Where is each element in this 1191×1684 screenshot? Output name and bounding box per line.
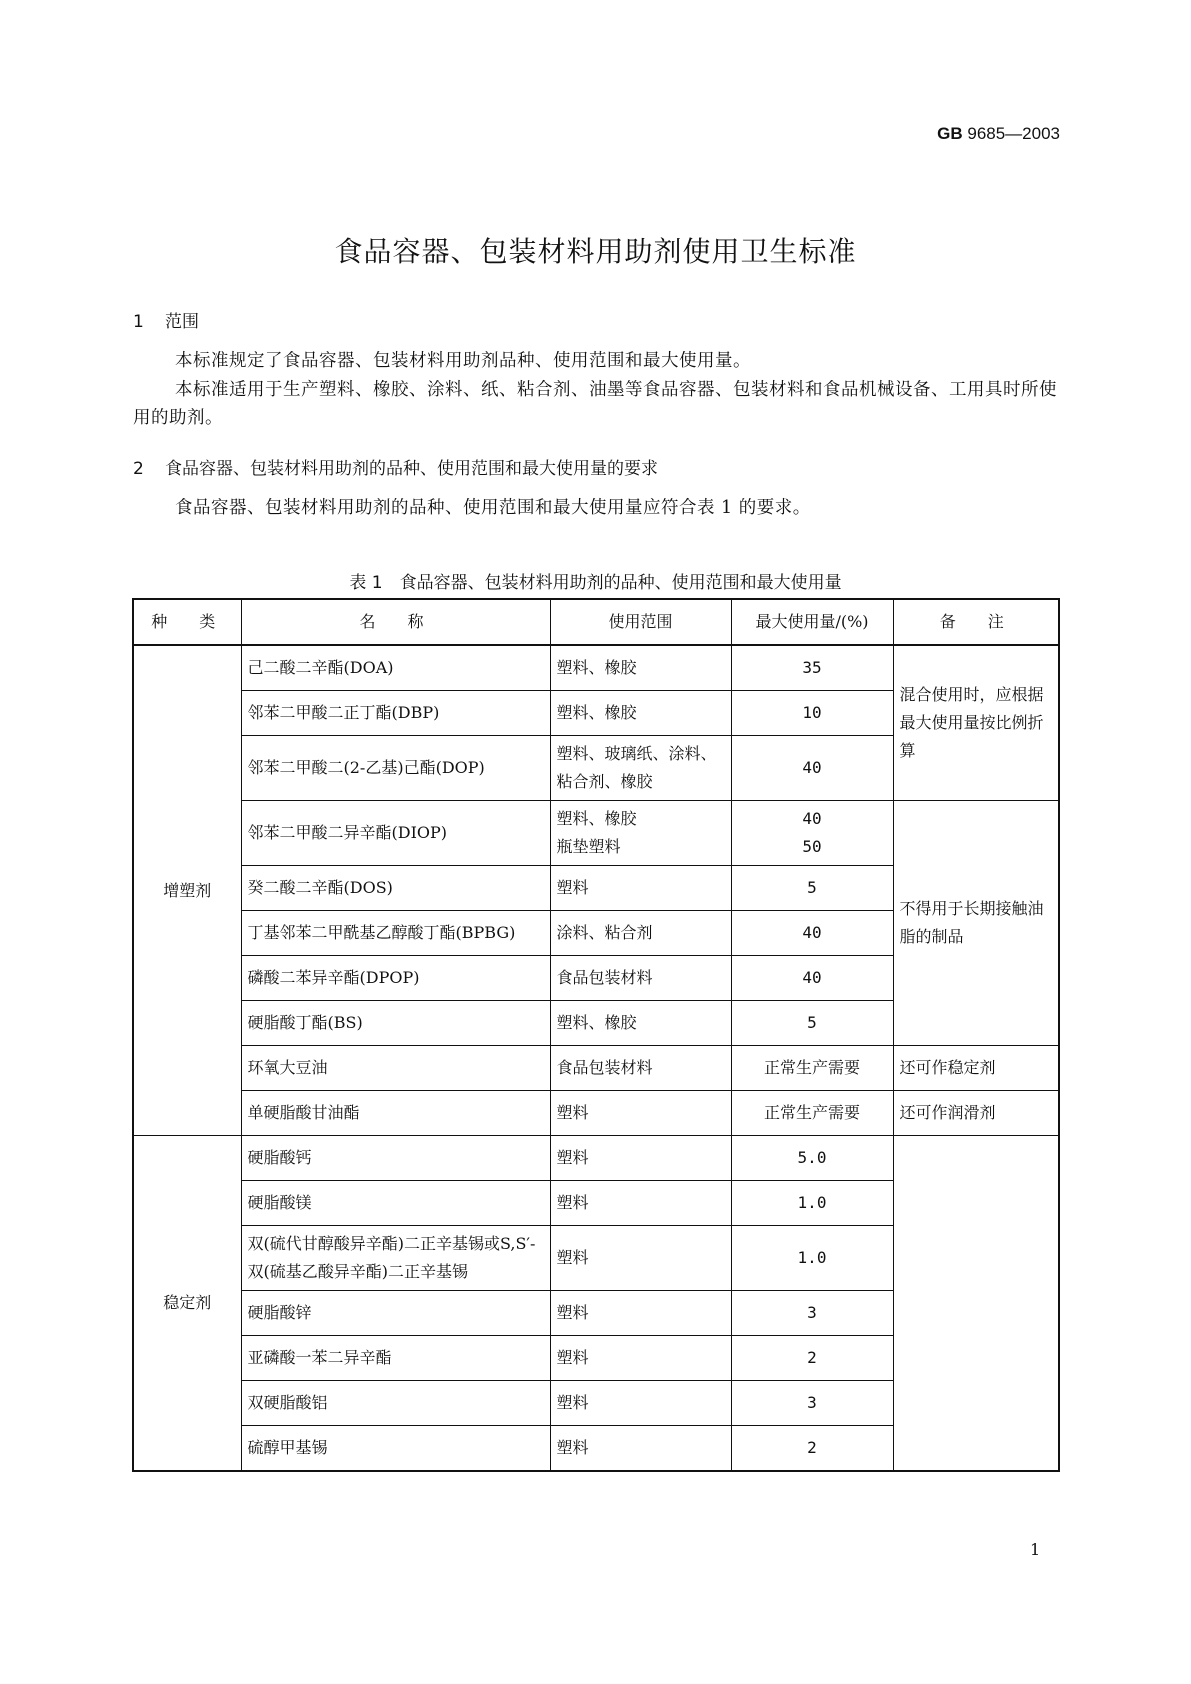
max-usage: 2 [731, 1336, 893, 1381]
additive-name: 单硬脂酸甘油酯 [241, 1091, 550, 1136]
section-1-heading [133, 307, 199, 332]
usage-scope: 塑料 [550, 1336, 731, 1381]
usage-scope: 塑料 [550, 1381, 731, 1426]
usage-scope: 塑料 [550, 1136, 731, 1181]
note-empty [893, 1136, 1059, 1472]
section-1-paragraph-1: 本标准规定了食品容器、包装材料用助剂品种、使用范围和最大使用量。 [175, 351, 751, 371]
header-max: 最大使用量/(%) [731, 599, 893, 645]
note-lubricant: 还可作润滑剂 [893, 1091, 1059, 1136]
table-header-row [133, 599, 1059, 645]
max-usage: 5.0 [731, 1136, 893, 1181]
max-usage: 2 [731, 1426, 893, 1472]
additive-name: 丁基邻苯二甲酰基乙醇酸丁酯(BPBG) [241, 911, 550, 956]
additive-name: 硬脂酸钙 [241, 1136, 550, 1181]
max-usage: 正常生产需要 [731, 1091, 893, 1136]
section-number: 2 [133, 459, 144, 479]
table-row [133, 1046, 1059, 1091]
usage-scope: 塑料 [550, 1226, 731, 1291]
usage-scope: 塑料 [550, 1091, 731, 1136]
standard-prefix: GB [937, 124, 963, 143]
group-stabilizer: 稳定剂 [133, 1136, 241, 1472]
page-number: 1 [1030, 1540, 1041, 1559]
additive-name: 邻苯二甲酸二异辛酯(DIOP) [241, 801, 550, 866]
max-usage: 40 [731, 736, 893, 801]
max-usage: 1.0 [731, 1226, 893, 1291]
additive-name: 环氧大豆油 [241, 1046, 550, 1091]
max-usage: 35 [731, 645, 893, 691]
section-2-paragraph-1: 食品容器、包装材料用助剂的品种、使用范围和最大使用量应符合表 1 的要求。 [175, 498, 811, 518]
max-usage: 3 [731, 1381, 893, 1426]
additive-name: 癸二酸二辛酯(DOS) [241, 866, 550, 911]
header-category: 种 类 [133, 599, 241, 645]
max-usage: 3 [731, 1291, 893, 1336]
max-usage: 1.0 [731, 1181, 893, 1226]
usage-scope: 塑料、玻璃纸、涂料、粘合剂、橡胶 [550, 736, 731, 801]
usage-scope: 塑料 [550, 866, 731, 911]
additive-name: 双硬脂酸铝 [241, 1381, 550, 1426]
section-2-heading [133, 454, 658, 479]
note-no-oil: 不得用于长期接触油脂的制品 [893, 801, 1059, 1046]
note-mixed: 混合使用时，应根据最大使用量按比例折算 [893, 645, 1059, 801]
usage-scope: 塑料、橡胶 [550, 645, 731, 691]
additive-name: 硬脂酸镁 [241, 1181, 550, 1226]
table-row [133, 801, 1059, 866]
usage-scope: 塑料、橡胶 瓶垫塑料 [550, 801, 731, 866]
standard-number [880, 124, 1060, 144]
additives-table [132, 598, 1060, 1472]
max-usage: 5 [731, 1001, 893, 1046]
max-usage: 40 [731, 956, 893, 1001]
usage-scope: 塑料 [550, 1181, 731, 1226]
max-usage: 正常生产需要 [731, 1046, 893, 1091]
additive-name: 邻苯二甲酸二(2-乙基)己酯(DOP) [241, 736, 550, 801]
usage-scope: 食品包装材料 [550, 956, 731, 1001]
additive-name: 己二酸二辛酯(DOA) [241, 645, 550, 691]
usage-scope: 食品包装材料 [550, 1046, 731, 1091]
additive-name: 硫醇甲基锡 [241, 1426, 550, 1472]
table-row [133, 1136, 1059, 1181]
section-1-paragraph-2: 本标准适用于生产塑料、橡胶、涂料、纸、粘合剂、油墨等食品容器、包装材料和食品机械设备、工用具时所使用的助剂。 [133, 380, 1057, 428]
additive-name: 亚磷酸一苯二异辛酯 [241, 1336, 550, 1381]
section-number: 1 [133, 312, 144, 332]
group-plasticizer: 增塑剂 [133, 645, 241, 1136]
section-title: 范围 [165, 312, 199, 332]
max-usage: 40 [731, 911, 893, 956]
max-usage: 10 [731, 691, 893, 736]
section-title: 食品容器、包装材料用助剂的品种、使用范围和最大使用量的要求 [165, 459, 658, 479]
additive-name: 磷酸二苯异辛酯(DPOP) [241, 956, 550, 1001]
standard-code: 9685—2003 [967, 124, 1060, 143]
table-row [133, 1091, 1059, 1136]
usage-scope: 塑料、橡胶 [550, 691, 731, 736]
max-usage: 40 50 [731, 801, 893, 866]
additive-name: 硬脂酸丁酯(BS) [241, 1001, 550, 1046]
usage-scope: 塑料 [550, 1426, 731, 1472]
note-stabilizer: 还可作稳定剂 [893, 1046, 1059, 1091]
usage-scope: 塑料、橡胶 [550, 1001, 731, 1046]
usage-scope: 塑料 [550, 1291, 731, 1336]
header-scope: 使用范围 [550, 599, 731, 645]
additive-name: 邻苯二甲酸二正丁酯(DBP) [241, 691, 550, 736]
additive-name: 硬脂酸锌 [241, 1291, 550, 1336]
table-caption: 表 1 食品容器、包装材料用助剂的品种、使用范围和最大使用量 [349, 573, 842, 593]
max-usage: 5 [731, 866, 893, 911]
header-note: 备 注 [893, 599, 1059, 645]
document-title: 食品容器、包装材料用助剂使用卫生标准 [334, 235, 857, 268]
usage-scope: 涂料、粘合剂 [550, 911, 731, 956]
table-row [133, 645, 1059, 691]
additive-name: 双(硫代甘醇酸异辛酯)二正辛基锡或S,S′-双(硫基乙酸异辛酯)二正辛基锡 [241, 1226, 550, 1291]
header-name: 名 称 [241, 599, 550, 645]
